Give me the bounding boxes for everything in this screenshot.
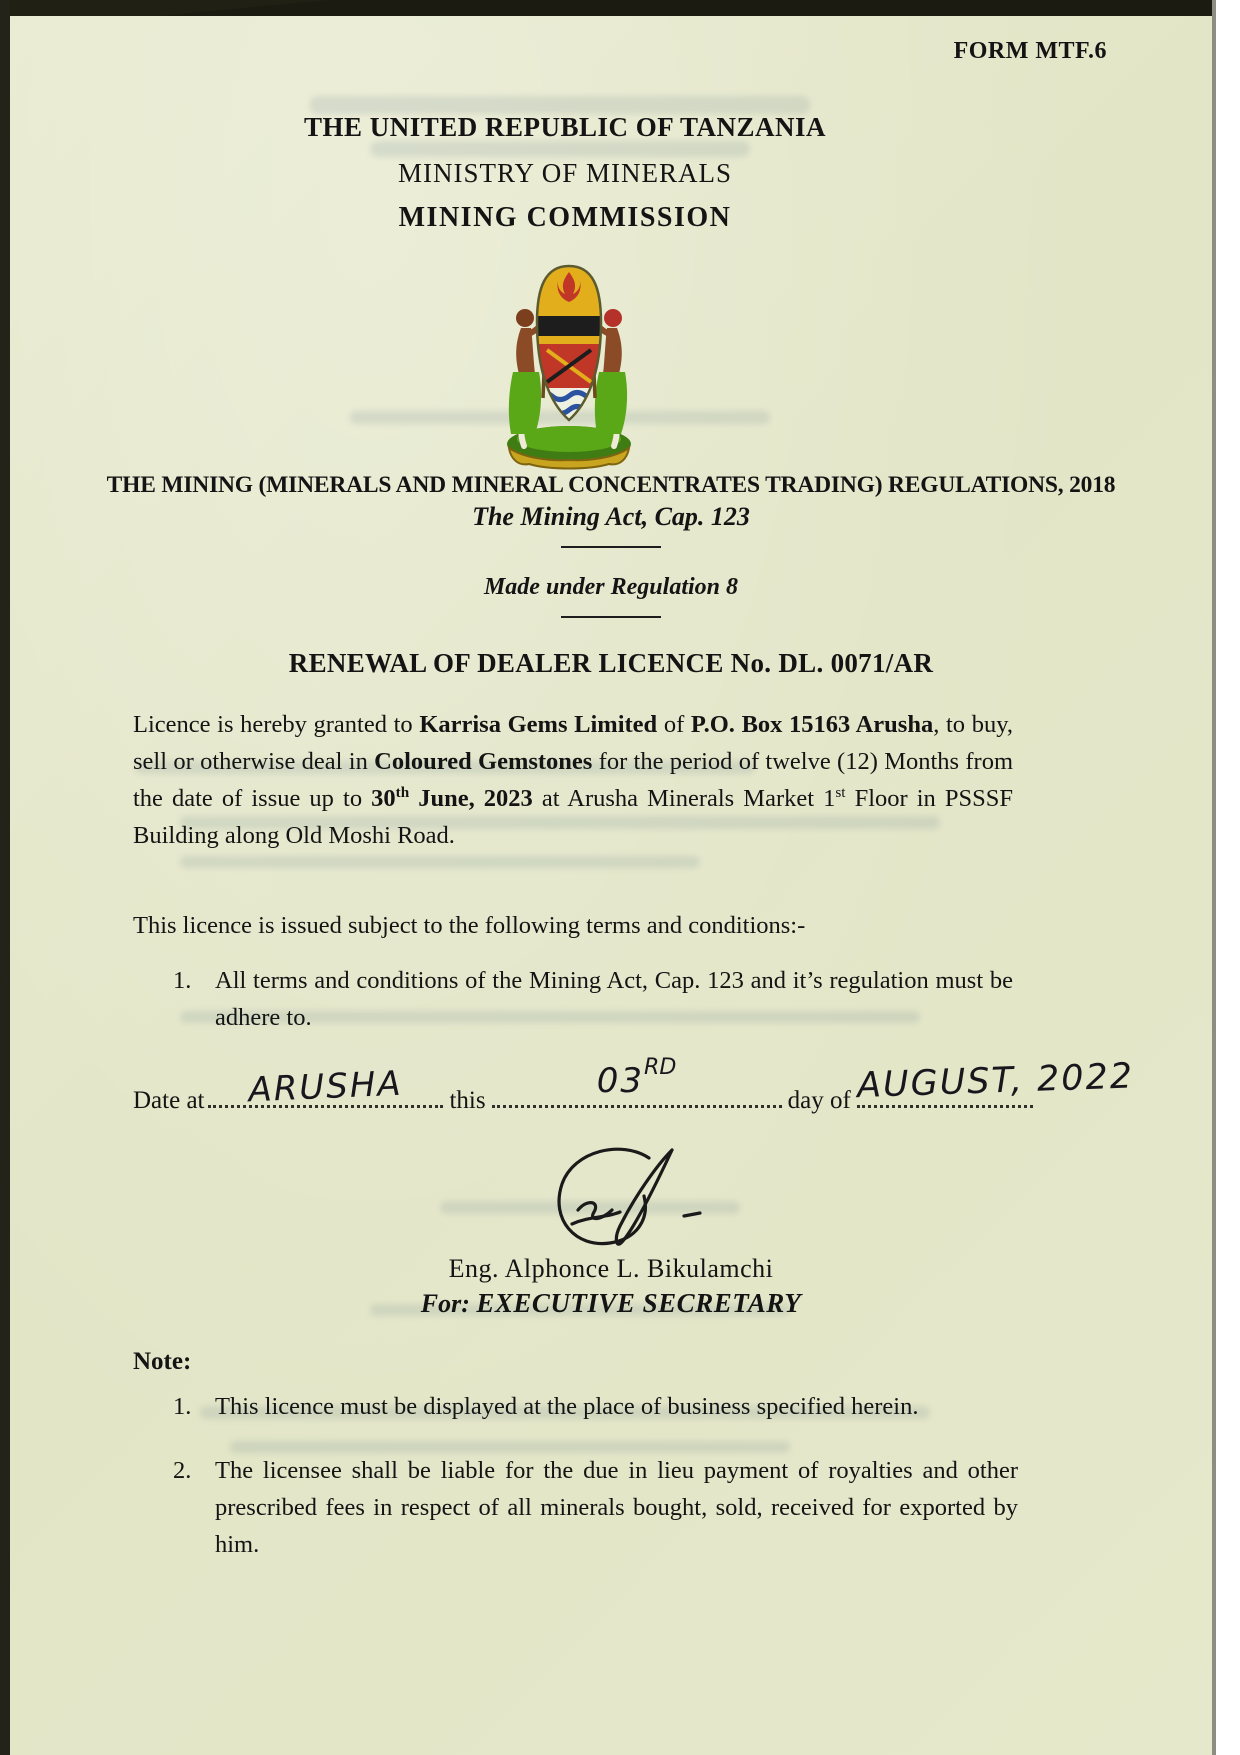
for-label: For: (420, 1289, 477, 1318)
licence-holder-name: Karrisa Gems Limited (419, 711, 658, 738)
month-blank (856, 1056, 1135, 1108)
tanzania-coat-of-arms-icon (10, 248, 1212, 479)
handwritten-signature-icon (10, 1144, 1212, 1259)
terms-intro: This licence is issued subject to the following terms and conditions:- (133, 912, 806, 939)
note-number: 1. (173, 1393, 192, 1420)
term-text: All terms and conditions of the Mining Act, Cap. 123 and it’s regulation must be adhere to. (215, 967, 1013, 1031)
handwritten-month-year: AUGUST, 2022 (856, 1056, 1135, 1107)
signatory-name: Eng. Alphonce L. Bikulamchi (448, 1254, 774, 1283)
licence-title: RENEWAL OF DEALER LICENCE No. DL. 0071/AR (288, 648, 934, 678)
divider-rule (561, 616, 661, 618)
floor-ordinal: st (835, 783, 846, 801)
form-number: FORM MTF.6 (953, 38, 1107, 64)
note-item-1 (173, 1388, 1018, 1425)
expiry-date (371, 785, 533, 812)
header-country: THE UNITED REPUBLIC OF TANZANIA (303, 112, 827, 142)
handwritten-place: ARUSHA (248, 1063, 404, 1111)
grant-text: for the period of twelve (12) Months from the date of issue up to (133, 748, 1014, 812)
act-title: The Mining Act, Cap. 123 (472, 502, 750, 531)
handwritten-day-number: 03 (596, 1061, 645, 1101)
date-at-label: Date at (133, 1087, 205, 1114)
note-text: This licence must be displayed at the place of business specified herein. (215, 1393, 919, 1420)
expiry-month-year: June, 2023 (409, 785, 533, 812)
note-item-2 (173, 1452, 1018, 1563)
divider-rule (561, 546, 661, 548)
term-number: 1. (173, 967, 192, 994)
scan-edge-right (1212, 0, 1216, 1755)
expiry-day-ordinal: th (395, 783, 410, 801)
grant-paragraph (133, 706, 1013, 854)
regulations-title: THE MINING (MINERALS AND MINERAL CONCENTRATES TRADING) REGULATIONS, 2018 (106, 472, 1116, 498)
handwritten-day (492, 1054, 782, 1101)
executive-secretary-title: EXECUTIVE SECRETARY (476, 1288, 802, 1318)
this-label: this (449, 1087, 486, 1114)
made-under-regulation: Made under Regulation 8 (483, 574, 739, 600)
holder-address: P.O. Box 15163 Arusha (690, 711, 934, 738)
grant-text: of (657, 711, 691, 738)
day-of-label: day of (787, 1087, 851, 1114)
signatory-title (10, 1288, 1212, 1319)
note-label: Note: (133, 1348, 192, 1375)
grant-text: Floor in PSSSF Building along Old Moshi Road. (133, 785, 1013, 849)
header-ministry: MINISTRY OF MINERALS (397, 158, 733, 188)
mineral-type: Coloured Gemstones (374, 748, 593, 775)
note-number: 2. (173, 1457, 192, 1484)
grant-text: , to buy, sell or otherwise deal in (133, 711, 1013, 775)
day-blank (492, 1054, 782, 1108)
scan-edge-left (0, 0, 10, 1755)
show-through-text (180, 856, 700, 868)
header-commission: MINING COMMISSION (398, 202, 732, 233)
expiry-day: 30 (371, 785, 396, 812)
term-item-1 (173, 962, 1013, 1036)
handwritten-day-ordinal: RD (644, 1054, 677, 1080)
show-through-text (370, 141, 750, 157)
grant-text: at Arusha Minerals Market 1 (532, 785, 836, 812)
grant-text: Licence is hereby granted to (133, 711, 420, 738)
licence-document-page (10, 16, 1212, 1755)
date-line (133, 1054, 1135, 1115)
place-blank (208, 1063, 443, 1111)
note-text: The licensee shall be liable for the due in lieu payment of royalties and other prescribed fees in respect of all minerals bought, sold, received for exported by him. (215, 1457, 1018, 1558)
